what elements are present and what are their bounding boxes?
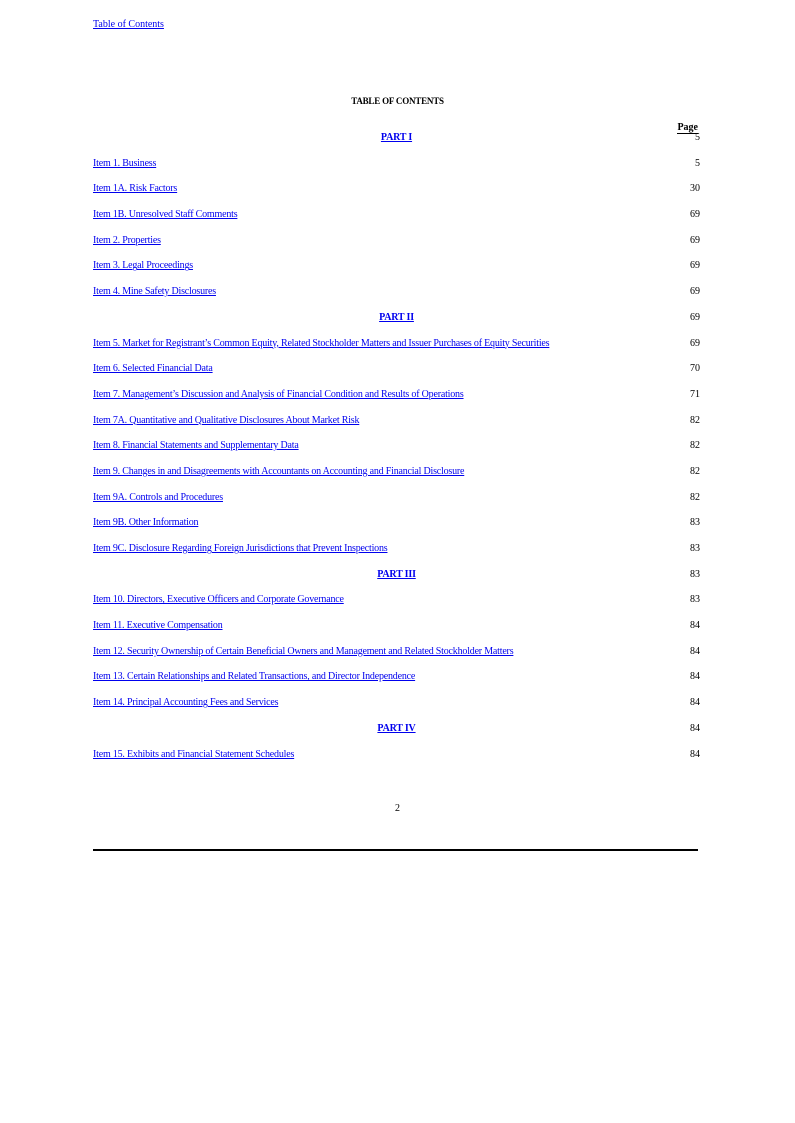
toc-item-link[interactable]: Item 14. Principal Accounting Fees and Services — [93, 697, 279, 709]
toc-part-row — [93, 310, 700, 336]
toc-item-row — [93, 618, 700, 644]
toc-part-row — [93, 130, 700, 156]
toc-item-link[interactable]: Item 8. Financial Statements and Supplementary Data — [93, 440, 299, 452]
toc-page-number: 69 — [690, 234, 700, 246]
toc-item-row — [93, 541, 700, 567]
toc-page-number: 69 — [690, 337, 700, 349]
page-column-header: Page — [677, 122, 698, 133]
toc-part-row — [93, 721, 700, 747]
toc-page-number: 69 — [690, 260, 700, 272]
toc-item-link[interactable]: Item 9. Changes in and Disagreements with Accountants on Accounting and Financial Disclosure — [93, 465, 465, 477]
toc-page-number: 84 — [690, 645, 700, 657]
toc-item-link[interactable]: Item 7A. Quantitative and Qualitative Disclosures About Market Risk — [93, 414, 360, 426]
toc-item-link[interactable]: Item 11. Executive Compensation — [93, 620, 223, 632]
toc-page-number: 69 — [690, 311, 700, 323]
toc-part-link[interactable]: PART I — [380, 132, 413, 143]
table-of-contents-link[interactable]: Table of Contents — [93, 19, 164, 30]
toc-page-number: 5 — [695, 132, 700, 143]
toc-page-number: 83 — [690, 568, 700, 580]
toc-item-link[interactable]: Item 7. Management’s Discussion and Analysis of Financial Condition and Results of Operations — [93, 388, 464, 400]
toc-page-number: 69 — [690, 209, 700, 221]
toc-item-link[interactable]: Item 1. Business — [93, 157, 157, 169]
toc-page-number: 83 — [690, 594, 700, 606]
toc-item-row — [93, 336, 700, 362]
toc-item-row — [93, 258, 700, 284]
toc-page-number: 71 — [690, 388, 700, 400]
toc-page-number: 84 — [690, 748, 700, 760]
toc-item-link[interactable]: Item 15. Exhibits and Financial Statement Schedules — [93, 748, 295, 760]
page-number: 2 — [395, 803, 400, 814]
toc-item-row — [93, 644, 700, 670]
toc-page-number: 5 — [695, 157, 700, 169]
toc-item-row — [93, 490, 700, 516]
toc-page-number: 70 — [690, 363, 700, 375]
toc-item-row — [93, 387, 700, 413]
toc-page-number: 69 — [690, 286, 700, 298]
toc-item-link[interactable]: Item 1A. Risk Factors — [93, 183, 178, 195]
toc-list — [93, 130, 700, 772]
toc-item-row — [93, 284, 700, 310]
toc-item-row — [93, 592, 700, 618]
toc-page-number: 82 — [690, 491, 700, 503]
toc-item-row — [93, 413, 700, 439]
toc-item-row — [93, 438, 700, 464]
toc-item-link[interactable]: Item 9C. Disclosure Regarding Foreign Jurisdictions that Prevent Inspections — [93, 543, 388, 554]
toc-item-link[interactable]: Item 9B. Other Information — [93, 517, 199, 529]
toc-item-link[interactable]: Item 9A. Controls and Procedures — [93, 491, 223, 503]
toc-item-row — [93, 669, 700, 695]
toc-item-link[interactable]: Item 4. Mine Safety Disclosures — [93, 286, 216, 298]
toc-item-row — [93, 747, 700, 773]
toc-page-number: 83 — [690, 517, 700, 529]
toc-item-link[interactable]: Item 12. Security Ownership of Certain Beneficial Owners and Management and Related Stockholder Matters — [93, 645, 514, 657]
toc-item-link[interactable]: Item 10. Directors, Executive Officers and Corporate Governance — [93, 594, 344, 606]
toc-item-row — [93, 156, 700, 182]
toc-item-link[interactable]: Item 13. Certain Relationships and Related Transactions, and Director Independence — [93, 671, 416, 683]
toc-part-link[interactable]: PART IV — [377, 722, 416, 734]
page-title: TABLE OF CONTENTS — [351, 96, 444, 106]
toc-item-row — [93, 515, 700, 541]
toc-item-link[interactable]: Item 5. Market for Registrant’s Common Equity, Related Stockholder Matters and Issuer Purchases of Equity Securities — [93, 337, 550, 349]
toc-page-number: 84 — [690, 620, 700, 632]
toc-part-link[interactable]: PART II — [379, 311, 414, 323]
toc-item-row — [93, 233, 700, 259]
toc-page-number: 84 — [690, 722, 700, 734]
toc-page-number: 82 — [690, 465, 700, 477]
toc-item-row — [93, 207, 700, 233]
horizontal-rule — [93, 849, 698, 851]
toc-item-link[interactable]: Item 6. Selected Financial Data — [93, 363, 213, 375]
toc-item-link[interactable]: Item 1B. Unresolved Staff Comments — [93, 209, 238, 221]
toc-part-row — [93, 567, 700, 593]
toc-item-row — [93, 695, 700, 721]
toc-page-number: 84 — [690, 697, 700, 709]
toc-page-number: 82 — [690, 414, 700, 426]
toc-item-link[interactable]: Item 3. Legal Proceedings — [93, 260, 193, 272]
toc-item-row — [93, 181, 700, 207]
toc-page-number: 30 — [690, 183, 700, 195]
toc-page-number: 84 — [690, 671, 700, 683]
toc-item-link[interactable]: Item 2. Properties — [93, 234, 161, 246]
toc-item-row — [93, 464, 700, 490]
toc-part-link[interactable]: PART III — [377, 568, 416, 580]
toc-page-number: 83 — [690, 543, 700, 554]
toc-item-row — [93, 361, 700, 387]
toc-page-number: 82 — [690, 440, 700, 452]
